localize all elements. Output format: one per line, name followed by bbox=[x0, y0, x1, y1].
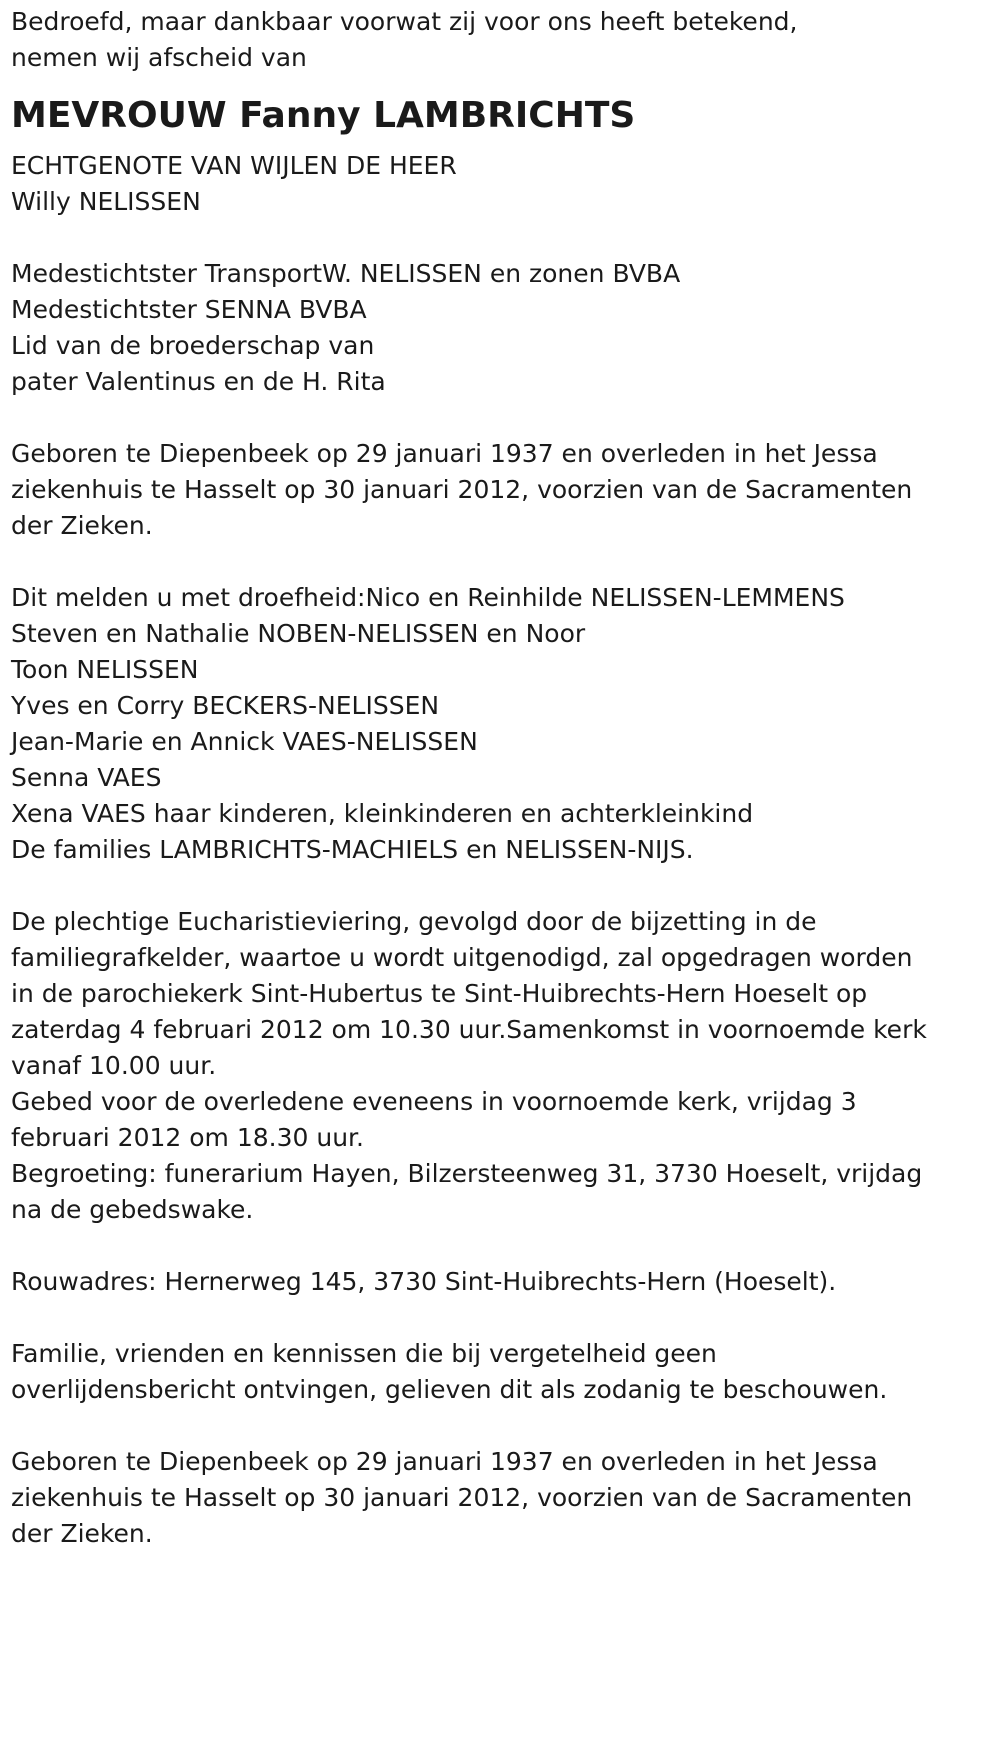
family-paragraph bbox=[11, 580, 991, 868]
family-line: Toon NELISSEN bbox=[11, 655, 199, 684]
birth-death-line: der Zieken. bbox=[11, 1519, 153, 1548]
family-line: Xena VAES haar kinderen, kleinkinderen en achterkleinkind bbox=[11, 799, 754, 828]
spacer bbox=[11, 220, 991, 256]
birth-death-line: ziekenhuis te Hasselt op 30 januari 2012, voorzien van de Sacramenten bbox=[11, 1483, 913, 1512]
birth-death-repeat-paragraph bbox=[11, 1444, 991, 1552]
birth-death-line: Geboren te Diepenbeek op 29 januari 1937 en overleden in het Jessa bbox=[11, 439, 878, 468]
spouse-line: Willy NELISSEN bbox=[11, 187, 201, 216]
family-line: Dit melden u met droefheid:Nico en Reinhilde NELISSEN-LEMMENS bbox=[11, 583, 845, 612]
family-line: Steven en Nathalie NOBEN-NELISSEN en Noor bbox=[11, 619, 586, 648]
role-line: Medestichtster TransportW. NELISSEN en zonen BVBA bbox=[11, 259, 681, 288]
family-line: Senna VAES bbox=[11, 763, 162, 792]
birth-death-line: ziekenhuis te Hasselt op 30 januari 2012, voorzien van de Sacramenten bbox=[11, 475, 913, 504]
spacer bbox=[11, 1228, 991, 1264]
spacer bbox=[11, 1408, 991, 1444]
ceremony-line: De plechtige Eucharistieviering, gevolgd door de bijzetting in de bbox=[11, 907, 817, 936]
ceremony-line: Gebed voor de overledene eveneens in voornoemde kerk, vrijdag 3 bbox=[11, 1087, 857, 1116]
deceased-name: MEVROUW Fanny LAMBRICHTS bbox=[11, 95, 636, 136]
ceremony-line: Begroeting: funerarium Hayen, Bilzersteenweg 31, 3730 Hoeselt, vrijdag bbox=[11, 1159, 923, 1188]
role-line: Medestichtster SENNA BVBA bbox=[11, 295, 367, 324]
intro-line: Bedroefd, maar dankbaar voorwat zij voor ons heeft betekend, bbox=[11, 7, 798, 36]
ceremony-line: vanaf 10.00 uur. bbox=[11, 1051, 217, 1080]
spouse-paragraph bbox=[11, 148, 991, 220]
birth-death-paragraph bbox=[11, 436, 991, 544]
ceremony-line: in de parochiekerk Sint-Hubertus te Sint-Huibrechts-Hern Hoeselt op bbox=[11, 979, 868, 1008]
address-line: Rouwadres: Hernerweg 145, 3730 Sint-Huibrechts-Hern (Hoeselt). bbox=[11, 1267, 837, 1296]
address-paragraph bbox=[11, 1264, 991, 1300]
spacer bbox=[11, 544, 991, 580]
ceremony-line: zaterdag 4 februari 2012 om 10.30 uur.Samenkomst in voornoemde kerk bbox=[11, 1015, 927, 1044]
family-line: De families LAMBRICHTS-MACHIELS en NELISSEN-NIJS. bbox=[11, 835, 694, 864]
spacer bbox=[11, 868, 991, 904]
ceremony-line: na de gebedswake. bbox=[11, 1195, 254, 1224]
notice-line: overlijdensbericht ontvingen, gelieven dit als zodanig te beschouwen. bbox=[11, 1375, 888, 1404]
obituary-document bbox=[11, 4, 991, 1552]
notice-line: Familie, vrienden en kennissen die bij vergetelheid geen bbox=[11, 1339, 717, 1368]
family-line: Yves en Corry BECKERS-NELISSEN bbox=[11, 691, 440, 720]
roles-paragraph bbox=[11, 256, 991, 400]
family-line: Jean-Marie en Annick VAES-NELISSEN bbox=[11, 727, 478, 756]
ceremony-paragraph bbox=[11, 904, 991, 1228]
intro-line: nemen wij afscheid van bbox=[11, 43, 307, 72]
role-line: Lid van de broederschap van bbox=[11, 331, 375, 360]
role-line: pater Valentinus en de H. Rita bbox=[11, 367, 386, 396]
spacer bbox=[11, 400, 991, 436]
birth-death-line: der Zieken. bbox=[11, 511, 153, 540]
spouse-line: ECHTGENOTE VAN WIJLEN DE HEER bbox=[11, 151, 457, 180]
ceremony-line: februari 2012 om 18.30 uur. bbox=[11, 1123, 364, 1152]
notice-paragraph bbox=[11, 1336, 991, 1408]
birth-death-line: Geboren te Diepenbeek op 29 januari 1937 en overleden in het Jessa bbox=[11, 1447, 878, 1476]
intro-paragraph bbox=[11, 4, 991, 76]
spacer bbox=[11, 1300, 991, 1336]
ceremony-line: familiegrafkelder, waartoe u wordt uitgenodigd, zal opgedragen worden bbox=[11, 943, 913, 972]
